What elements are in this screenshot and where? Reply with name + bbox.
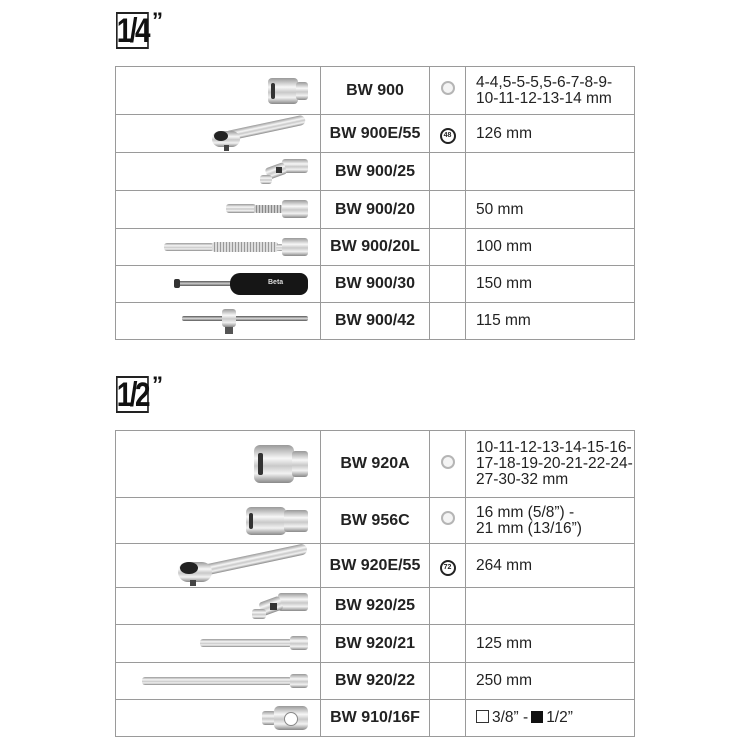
spec-line: 16 mm (5/8”) -	[476, 503, 575, 521]
table-row	[116, 229, 635, 266]
table-row	[116, 153, 635, 191]
sliding-t-bar-icon	[182, 307, 308, 335]
extension-bar-icon	[226, 200, 308, 218]
spec-male-size: 1/2”	[546, 709, 573, 726]
table-row	[116, 191, 635, 229]
table-row	[116, 498, 635, 544]
table-row	[116, 431, 635, 498]
spec-line: 10-11-12-13-14 mm	[476, 89, 612, 107]
product-code: BW 900	[321, 67, 430, 115]
spec-line: 250 mm	[476, 672, 532, 689]
table-row	[116, 663, 635, 700]
size-box: 1/2	[116, 375, 149, 414]
table-row	[116, 266, 635, 303]
product-code: BW 920A	[321, 431, 430, 498]
product-code: BW 956C	[321, 498, 430, 544]
product-code: BW 920E/55	[321, 544, 430, 588]
spec-cell	[466, 67, 635, 115]
brand-logo: Beta	[268, 279, 284, 286]
spec-line: 115 mm	[476, 312, 531, 329]
table-row	[116, 588, 635, 625]
spec-line: 27-30-32 mm	[476, 471, 569, 488]
inch-mark: ”	[152, 8, 163, 33]
spec-line: 4-4,5-5-5,5-6-7-8-9-	[476, 73, 613, 91]
table-row	[116, 115, 635, 153]
spinner-handle-icon	[174, 273, 308, 295]
adaptor-icon	[262, 706, 308, 730]
spec-line: 50 mm	[476, 200, 524, 218]
product-code: BW 920/25	[321, 588, 430, 625]
product-code: BW 900/30	[321, 266, 430, 303]
table-row	[116, 544, 635, 588]
size-box: 1/4	[116, 11, 149, 50]
spec-line: 125 mm	[476, 634, 532, 652]
tool-table-half-inch	[115, 430, 635, 737]
product-code: BW 920/21	[321, 625, 430, 663]
product-code: BW 900/42	[321, 303, 430, 340]
tool-table-quarter-inch	[115, 66, 635, 340]
spec-line: 126 mm	[476, 124, 532, 142]
product-code: BW 900/20L	[321, 229, 430, 266]
spec-line: 150 mm	[476, 275, 532, 292]
socket-icon	[268, 78, 308, 104]
teeth-48-icon: 48	[440, 128, 456, 144]
product-code: BW 900/20	[321, 191, 430, 229]
size-heading-quarter-inch	[116, 8, 163, 50]
product-code: BW 920/22	[321, 663, 430, 700]
spec-female-size: 3/8” -	[492, 709, 529, 726]
ring-icon	[441, 455, 455, 469]
size-heading-half-inch	[116, 372, 163, 414]
product-code: BW 900/25	[321, 153, 430, 191]
square-outline-icon	[476, 710, 489, 723]
ratchet-icon	[204, 117, 308, 151]
ring-icon	[441, 511, 455, 525]
socket-icon	[254, 445, 308, 483]
square-filled-icon	[531, 711, 543, 723]
teeth-72-icon: 72	[440, 560, 456, 576]
extension-bar-icon	[200, 636, 308, 650]
table-row	[116, 67, 635, 115]
extension-bar-long-icon	[164, 238, 308, 256]
table-row	[116, 700, 635, 737]
product-code: BW 900E/55	[321, 115, 430, 153]
spec-line: 21 mm (13/16”)	[476, 519, 582, 537]
product-code: BW 910/16F	[321, 700, 430, 737]
inch-mark: ”	[152, 372, 163, 397]
ratchet-icon	[178, 546, 308, 586]
ring-icon	[441, 81, 455, 95]
spec-line: 264 mm	[476, 556, 532, 574]
tool-image-cell	[116, 67, 321, 115]
spark-plug-socket-icon	[246, 507, 308, 535]
spec-line: 17-18-19-20-21-22-24-	[476, 455, 633, 472]
table-row	[116, 303, 635, 340]
spec-line: 10-11-12-13-14-15-16-	[476, 439, 632, 456]
table-row	[116, 625, 635, 663]
universal-joint-icon	[256, 157, 308, 187]
universal-joint-icon	[250, 591, 308, 621]
extension-bar-long-icon	[142, 674, 308, 688]
spec-line: 100 mm	[476, 238, 532, 255]
